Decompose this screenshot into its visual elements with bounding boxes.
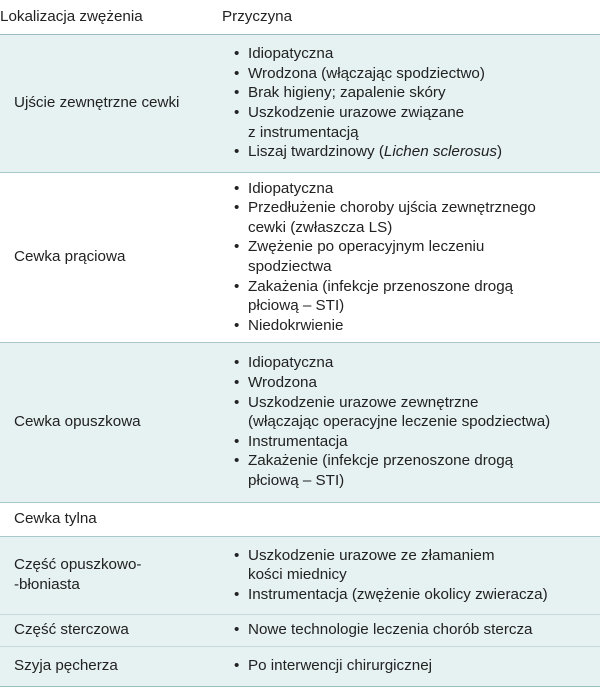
bullet-icon: • <box>234 199 240 217</box>
cause-cell <box>222 536 600 614</box>
cause-list <box>232 44 596 162</box>
table-row-bladder-neck <box>0 646 600 686</box>
bullet-icon: • <box>234 45 240 63</box>
location-cell: Część sterczowa <box>14 621 129 639</box>
cause-list <box>232 620 596 640</box>
bullet-icon: • <box>234 452 240 470</box>
list-item: • Idiopatyczna <box>234 179 334 197</box>
table-row-meatus <box>0 34 600 172</box>
cause-cell <box>222 646 600 686</box>
bullet-icon: • <box>234 277 240 295</box>
list-item: • Wrodzona <box>234 374 317 392</box>
latin-name: Lichen sclerosus <box>383 143 498 161</box>
cause-list <box>232 546 596 605</box>
list-item: • Instrumentacja <box>234 432 348 450</box>
table-row-bulbar <box>0 342 600 502</box>
table-row-penile <box>0 172 600 342</box>
bullet-icon: • <box>234 546 240 564</box>
section-header-row <box>0 502 600 536</box>
list-item: • Idiopatyczna <box>234 354 334 372</box>
cause-cell <box>222 614 600 646</box>
bullet-icon: • <box>234 432 240 450</box>
header-cause: Przyczyna <box>222 7 293 25</box>
bullet-icon: • <box>234 393 240 411</box>
table-row-membranous <box>0 536 600 614</box>
list-item: • Uszkodzenie urazowe związane z instrumentacją <box>234 104 465 141</box>
list-item: • Po interwencji chirurgicznej <box>234 657 433 675</box>
bullet-icon: • <box>234 84 240 102</box>
bullet-icon: • <box>234 585 240 603</box>
list-item: • Uszkodzenie urazowe ze złamaniem kości miednicy <box>234 546 495 584</box>
list-item: • Idiopatyczna <box>234 45 334 63</box>
location-cell: Cewka prąciowa <box>14 248 126 266</box>
bullet-icon: • <box>234 316 240 334</box>
bullet-icon: • <box>234 143 240 161</box>
list-item: • Uszkodzenie urazowe zewnętrzne (włączając operacyjne leczenie spodziectwa) <box>234 393 551 431</box>
cause-cell <box>222 34 600 172</box>
bullet-icon: • <box>234 621 240 639</box>
bullet-icon: • <box>234 657 240 675</box>
bullet-icon: • <box>234 104 240 121</box>
list-item: • Niedokrwienie <box>234 316 344 334</box>
location-cell: Szyja pęcherza <box>14 657 118 675</box>
header-location: Lokalizacja zwężenia <box>0 7 143 25</box>
list-item: • Wrodzona (włączając spodziectwo) <box>234 64 485 82</box>
location-cell: Część opuszkowo- -błoniasta <box>14 556 142 593</box>
list-item: • Zakażenie (infekcje przenoszone drogą płciową – STI) <box>234 452 514 489</box>
cause-cell <box>222 342 600 502</box>
bullet-icon: • <box>234 374 240 392</box>
list-item: • Instrumentacja (zwężenie okolicy zwieracza) <box>234 585 548 603</box>
bullet-icon: • <box>234 238 240 256</box>
list-item: • Zakażenia (infekcje przenoszone drogą płciową – STI) <box>234 277 514 315</box>
bullet-icon: • <box>234 64 240 82</box>
cause-list <box>232 353 596 490</box>
list-item: • Brak higieny; zapalenie skóry <box>234 84 446 102</box>
location-cell: Ujście zewnętrzne cewki <box>14 94 180 112</box>
cause-cell <box>222 172 600 342</box>
list-item: • Przedłużenie choroby ujścia zewnętrznego cewki (zwłaszcza LS) <box>234 199 536 236</box>
bullet-icon: • <box>234 179 240 197</box>
list-item: • Nowe technologie leczenia chorób stercza <box>234 621 533 639</box>
cause-list <box>232 179 596 336</box>
bullet-icon: • <box>234 354 240 372</box>
table-row-prostatic <box>0 614 600 646</box>
list-item: • Zwężenie po operacyjnym leczeniu spodziectwa <box>234 238 485 275</box>
cause-list <box>232 656 596 676</box>
table-header <box>0 0 600 34</box>
location-cell: Cewka opuszkowa <box>14 413 141 431</box>
section-title: Cewka tylna <box>14 510 97 528</box>
list-item: • Liszaj twardzinowy (Lichen sclerosus) <box>234 143 503 161</box>
